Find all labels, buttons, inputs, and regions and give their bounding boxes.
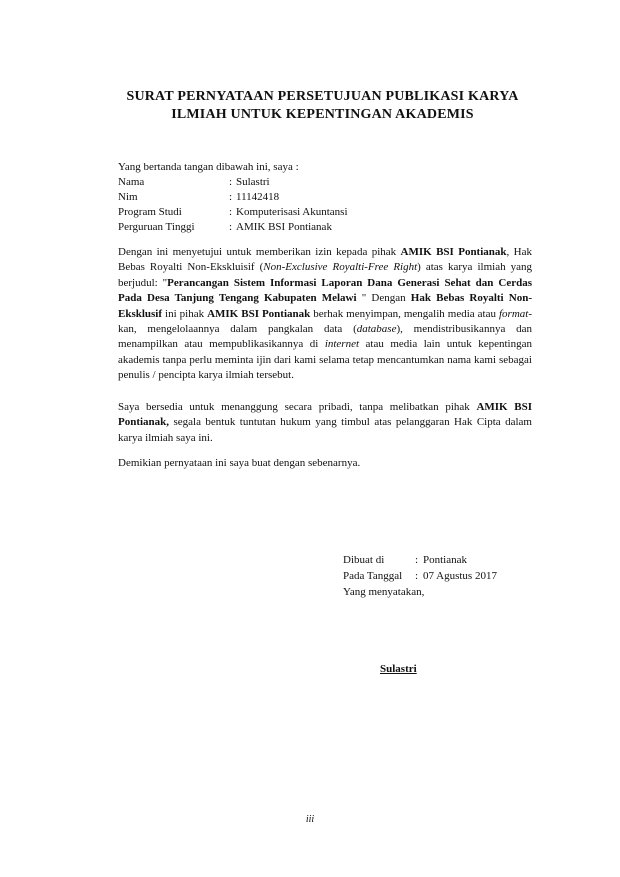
title-line-1: SURAT PERNYATAAN PERSETUJUAN PUBLIKASI KARYA [126,89,519,104]
signature-place-row [343,552,497,568]
institution-name: AMIK BSI Pontianak [400,246,507,258]
signature-date-label: Pada Tanggal [343,570,403,582]
identity-row-university [118,220,348,235]
right-name-bold: Hak Bebas Royalti Non-Eksklusif [118,292,532,320]
identity-table [118,175,348,235]
signature-colon: : [415,554,419,566]
closing-paragraph: Demikian pernyataan ini saya buat dengan sebenarnya. [118,457,361,469]
institution-name: AMIK BSI Pontianak [207,307,311,320]
consent-text-1: Dengan ini menyetujui untuk memberikan izin kepada pihak [118,246,401,258]
identity-row-nim [118,190,348,205]
consent-text-6: berhak menyimpan, mengalih media atau [310,307,499,320]
identity-value: 11142418 [236,191,280,203]
identity-label: Nim [118,191,138,203]
identity-value: Sulastri [236,176,270,188]
internet-term: internet [324,338,360,351]
consent-text-9: atau media lain untuk kepentingan akademis tanpa perlu meminta ijin dari kami selama tetap mencantumkan nama kami sebagai penulis / pencipta karya ilmiah tersebut. [118,338,532,382]
identity-colon: : [229,206,233,218]
consent-text-3: ) atas karya ilmiah yang berjudul: " [118,261,533,289]
signer-name: Sulastri [380,663,417,675]
database-term: database [356,323,397,336]
identity-value: AMIK BSI Pontianak [236,221,332,233]
consent-text-7: -kan, mengelolaannya dalam pangkalan data ( [118,307,532,336]
liability-text-1: Saya bersedia untuk menanggung secara pribadi, tanpa melibatkan pihak [118,401,477,413]
identity-label: Perguruan Tinggi [118,221,195,233]
signature-block [343,552,497,600]
institution-name: AMIK BSI Pontianak, [118,401,533,429]
format-term: format [498,307,529,320]
consent-text-2: , Hak Bebas Royalti Non-Ekskluisif ( [118,246,532,274]
page-number: iii [305,814,315,825]
page-title [100,88,545,124]
identity-label: Nama [118,176,145,188]
identity-colon: : [229,191,233,203]
intro-text: Yang bertanda tangan dibawah ini, saya : [118,161,299,173]
identity-label: Program Studi [118,206,182,218]
identity-colon: : [229,176,233,188]
consent-text-5: ini pihak [162,307,208,320]
signature-place-label: Dibuat di [343,554,385,566]
signature-date-row [343,568,497,584]
identity-row-program [118,205,348,220]
signature-statement: Yang menyatakan, [343,586,425,598]
identity-colon: : [229,221,233,233]
liability-paragraph [118,400,532,446]
liability-text-2: segala bentuk tuntutan hukum yang timbul atas pelanggaran Hak Cipta dalam karya ilmiah saya ini. [118,416,532,444]
consent-text-4: " Dengan [356,292,411,305]
signature-colon: : [415,570,419,582]
consent-paragraph [118,245,532,384]
work-title: Perancangan Sistem Informasi Laporan Dana Generasi Sehat dan Cerdas Pada Desa Tanjung Tengang Kabupaten Melawi [118,276,532,305]
consent-text-8: ), mendistribusikannya dan menampilkan atau mempublikasikannya di [118,323,532,351]
signature-date-value: 07 Agustus 2017 [423,570,497,582]
identity-row-name [118,175,348,190]
right-name: Non-Exclusive Royalti-Free Right [263,261,418,274]
signature-place-value: Pontianak [423,554,467,566]
identity-value: Komputerisasi Akuntansi [236,206,348,218]
title-line-2: ILMIAH UNTUK KEPENTINGAN AKADEMIS [171,107,474,122]
